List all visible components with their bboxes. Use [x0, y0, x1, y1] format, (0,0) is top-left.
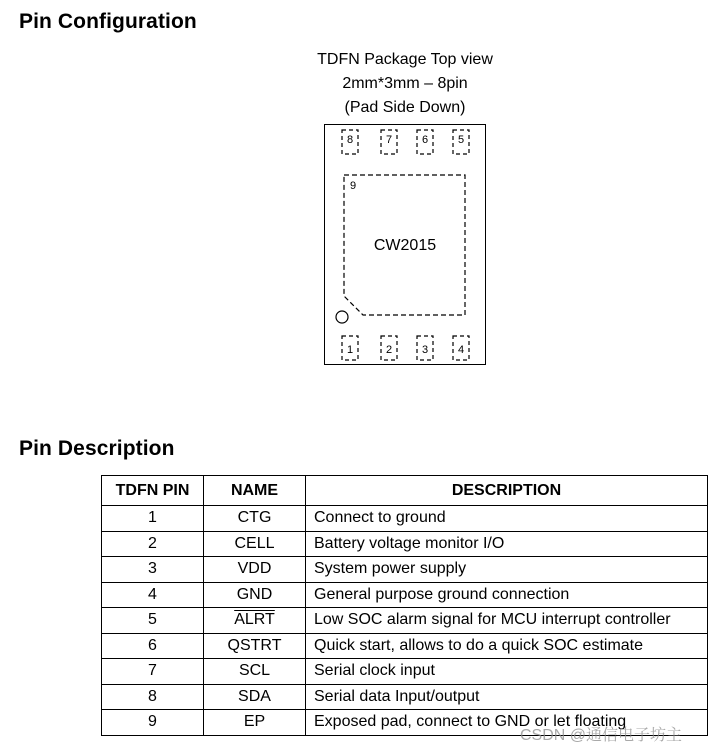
package-caption-line1: TDFN Package Top view — [317, 51, 493, 68]
description-cell: System power supply — [306, 557, 708, 583]
description-cell: Serial clock input — [306, 659, 708, 685]
column-header: NAME — [204, 476, 306, 506]
pin-cell: 1 — [102, 506, 204, 532]
column-header: DESCRIPTION — [306, 476, 708, 506]
name-cell: QSTRT — [204, 633, 306, 659]
pin-cell: 7 — [102, 659, 204, 685]
pin-number-label: 3 — [421, 344, 429, 356]
pin-cell: 3 — [102, 557, 204, 583]
pin-number-label: 2 — [385, 344, 393, 356]
name-cell: GND — [204, 582, 306, 608]
description-cell: Serial data Input/output — [306, 684, 708, 710]
table-row — [102, 684, 708, 710]
top-pads — [342, 130, 469, 154]
pin1-marker-icon — [336, 311, 348, 323]
description-cell: General purpose ground connection — [306, 582, 708, 608]
table-row — [102, 608, 708, 634]
alrt-active-low-name: ALRT — [234, 611, 275, 629]
name-cell: SCL — [204, 659, 306, 685]
name-cell: CTG — [204, 506, 306, 532]
pin-number-label: 8 — [346, 134, 354, 146]
description-cell: Connect to ground — [306, 506, 708, 532]
watermark: CSDN @通信电子坊主 — [520, 727, 683, 744]
bottom-pads — [342, 336, 469, 360]
table-row — [102, 633, 708, 659]
table-row — [102, 531, 708, 557]
pin-number-label: 5 — [457, 134, 465, 146]
pin-cell: 5 — [102, 608, 204, 634]
name-cell: EP — [204, 710, 306, 736]
name-cell: CELL — [204, 531, 306, 557]
description-cell: Quick start, allows to do a quick SOC estimate — [306, 633, 708, 659]
name-cell: SDA — [204, 684, 306, 710]
pin-cell: 2 — [102, 531, 204, 557]
description-cell: Exposed pad, connect to GND or let floating — [306, 710, 708, 736]
description-cell: Battery voltage monitor I/O — [306, 531, 708, 557]
table-row — [102, 557, 708, 583]
pin-cell: 8 — [102, 684, 204, 710]
pin-number-label: 7 — [385, 134, 393, 146]
pin-number-label: 1 — [346, 344, 354, 356]
name-cell: VDD — [204, 557, 306, 583]
description-cell: Low SOC alarm signal for MCU interrupt controller — [306, 608, 708, 634]
pin-description-heading: Pin Description — [19, 437, 175, 460]
exposed-pad-number: 9 — [350, 180, 357, 192]
pin-number-label: 4 — [457, 344, 465, 356]
package-caption-line3: (Pad Side Down) — [344, 99, 466, 116]
package-caption-line2: 2mm*3mm – 8pin — [342, 75, 468, 92]
pin-cell: 6 — [102, 633, 204, 659]
table-header-row — [102, 476, 708, 506]
chip-name: CW2015 — [373, 237, 437, 254]
pin-number-label: 6 — [421, 134, 429, 146]
pin-description-table — [101, 475, 708, 736]
pin-cell: 9 — [102, 710, 204, 736]
table-row — [102, 582, 708, 608]
pin-cell: 4 — [102, 582, 204, 608]
table-row — [102, 506, 708, 532]
column-header: TDFN PIN — [102, 476, 204, 506]
name-cell — [204, 608, 306, 634]
table-row — [102, 659, 708, 685]
pin-configuration-heading: Pin Configuration — [19, 10, 197, 33]
